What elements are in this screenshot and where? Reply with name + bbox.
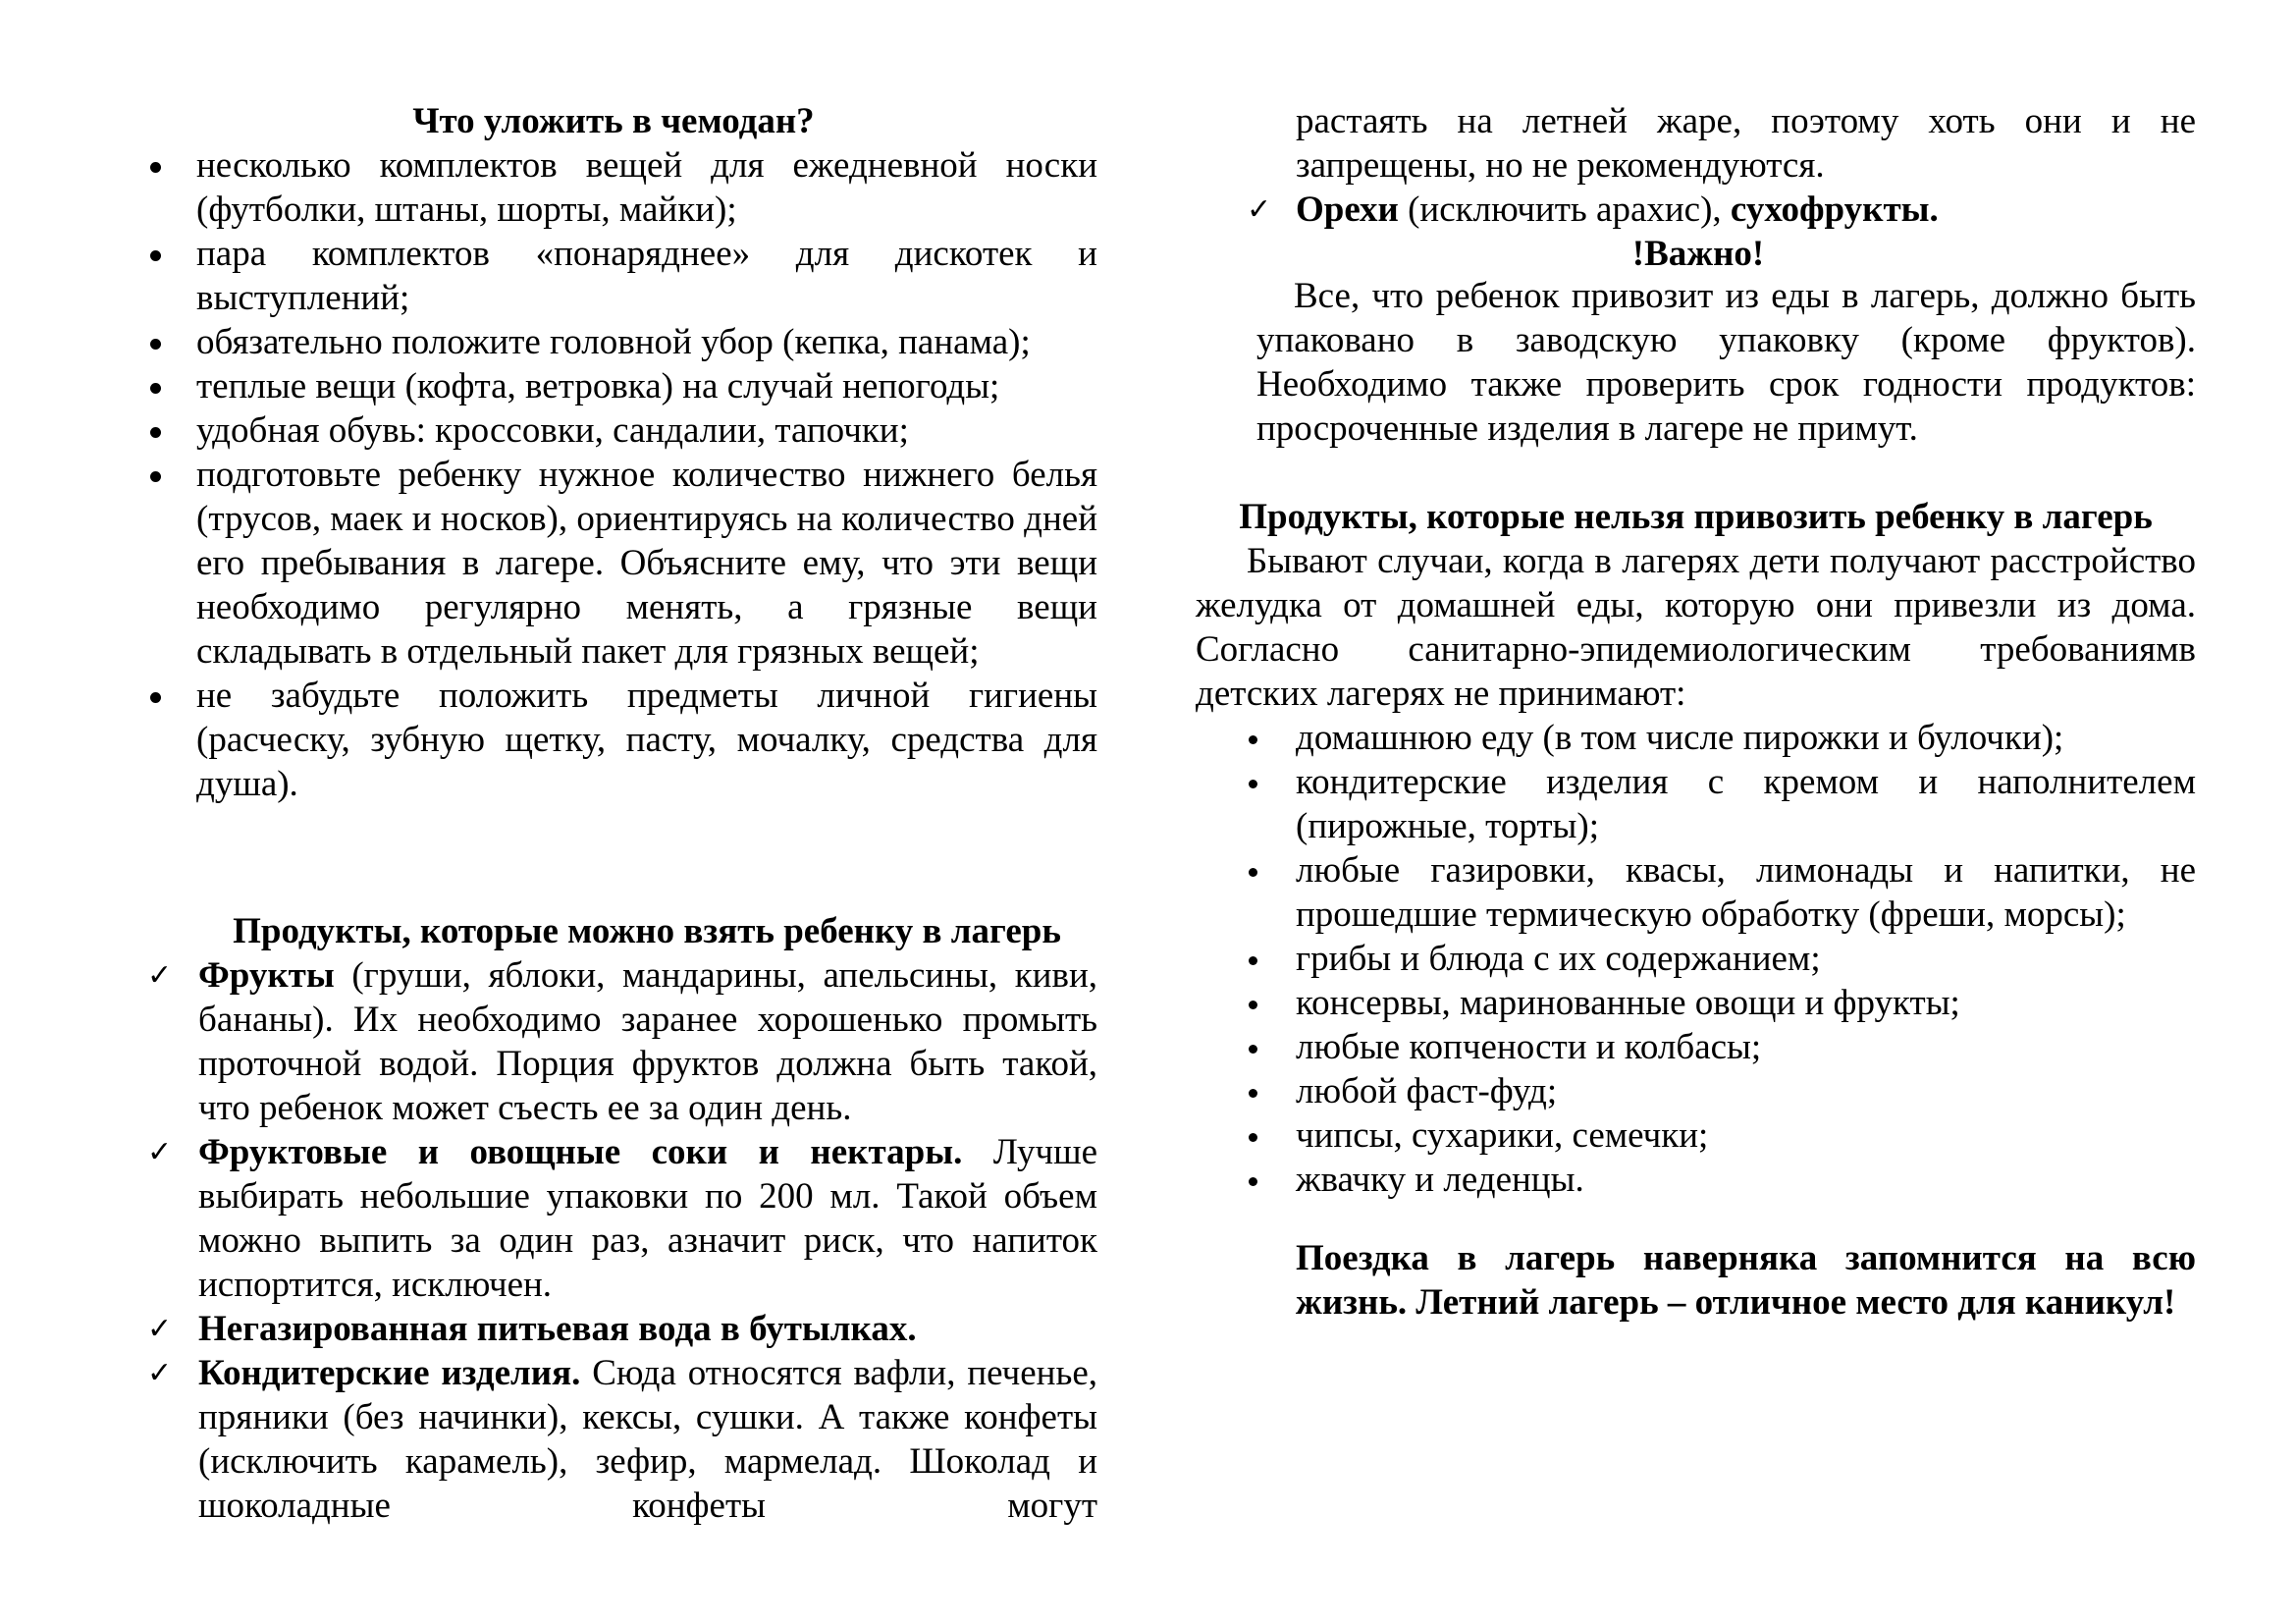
allowed-products-heading: Продукты, которые можно взять ребенку в лагерь (233, 911, 1061, 951)
checkmark-icon: ✓ (147, 1312, 173, 1346)
bullet-icon (150, 339, 161, 350)
list-item-text: несколько комплектов вещей для ежедневной носки (футболки, штаны, шорты, майки); (196, 145, 1097, 230)
list-item (1296, 981, 2196, 1025)
bullet-icon (1249, 868, 1257, 877)
item-title: Фруктовые и овощные соки и нектары. (198, 1132, 963, 1172)
list-item (1296, 848, 2196, 937)
list-item (1296, 760, 2196, 848)
allowed-products-list (147, 953, 1098, 1528)
item-text: (исключить арахис), (1398, 189, 1731, 230)
list-item-text: теплые вещи (кофта, ветровка) на случай непогоды; (196, 366, 1000, 406)
continuation-text: растаять на летней жаре, поэтому хоть они и не запрещены, но не рекомендуются. (1296, 101, 2196, 186)
item-title: сухофрукты. (1730, 189, 1939, 230)
forbidden-products-heading: Продукты, которые нельзя привозить ребенку в лагерь (1239, 497, 2153, 537)
closing-text: Поездка в лагерь наверняка запомнится на всю жизнь. Летний лагерь – отличное место для каникул! (1296, 1238, 2196, 1323)
list-item (1296, 937, 2196, 981)
bullet-icon (1249, 735, 1257, 744)
list-item-text: консервы, маринованные овощи и фрукты; (1296, 983, 1960, 1023)
list-item (196, 453, 1097, 674)
nuts-list (1247, 188, 2196, 232)
list-item-text: не забудьте положить предметы личной гигиены (расческу, зубную щетку, пасту, мочалку, средства для душа). (196, 676, 1097, 804)
bullet-icon (150, 692, 161, 703)
important-heading: !Важно! (1631, 234, 1765, 274)
item-text: Лучше выбирать небольшие упаковки по 200 мл. Такой объем можно выпить за один раз, азначит риск, что напиток испортится, исключен. (198, 1132, 1098, 1305)
item-text: (груши, яблоки, мандарины, апельсины, киви, бананы). Их необходимо заранее хорошенько промыть проточной водой. Порция фруктов должна быть такой, что ребенок может съесть ее за один день. (198, 955, 1097, 1128)
item-title: Кондитерские изделия. (198, 1353, 581, 1393)
list-item (196, 364, 1097, 408)
item-title: Фрукты (198, 955, 335, 996)
list-item-text: домашнюю еду (в том числе пирожки и булочки); (1296, 718, 2064, 758)
bullet-icon (150, 471, 161, 482)
list-item (147, 1307, 1097, 1351)
list-item-text: подготовьте ребенку нужное количество нижнего белья (трусов, маек и носков), ориентируясь на количество дней его пребывания в лагере. Объясните ему, что эти вещи необходимо регулярно менять, а грязные вещи складывать в отдельный пакет для грязных вещей; (196, 455, 1097, 672)
list-item-text: любые газировки, квасы, лимонады и напитки, не прошедшие термическую обработку (фреши, морсы); (1296, 850, 2196, 935)
item-title: Негазированная питьевая вода в бутылках. (198, 1309, 917, 1349)
forbidden-intro: Бывают случаи, когда в лагерях дети получают расстройство желудка от домашней еды, которую они привезли из дома. Согласно санитарно-эпидемиологическим требованиямв детских лагерях не принимают: (1196, 541, 2196, 714)
list-item (1296, 1069, 2196, 1113)
list-item (1247, 188, 2196, 232)
bullet-icon (150, 383, 161, 394)
list-item-text: пара комплектов «понаряднее» для дискотек и выступлений; (196, 234, 1097, 318)
item-text: Сюда относятся вафли, печенье, пряники (без начинки), кексы, сушки. А также конфеты (исключить карамель), зефир, мармелад. Шоколад и шоколадные конфеты могут (198, 1353, 1098, 1526)
list-item (196, 232, 1097, 320)
list-item-text: обязательно положите головной убор (кепка, панама); (196, 322, 1031, 362)
list-item (1296, 1025, 2196, 1069)
bullet-icon (150, 162, 161, 173)
list-item (147, 1351, 1098, 1528)
bullet-icon (150, 427, 161, 438)
list-item (196, 408, 1097, 453)
list-item (1296, 1158, 2196, 1202)
bullet-icon (1249, 1177, 1257, 1186)
bullet-icon (1249, 1001, 1257, 1009)
bullet-icon (150, 250, 161, 261)
packing-title: Что уложить в чемодан? (412, 101, 815, 141)
list-item-text: удобная обувь: кроссовки, сандалии, тапочки; (196, 410, 909, 451)
list-item-text: любой фаст-фуд; (1296, 1071, 1558, 1111)
list-item-text: жвачку и леденцы. (1296, 1160, 1584, 1200)
list-item (1296, 716, 2196, 760)
list-item (147, 1130, 1098, 1307)
list-item (196, 143, 1097, 232)
list-item (147, 953, 1097, 1130)
checkmark-icon: ✓ (147, 1356, 173, 1390)
checkmark-icon: ✓ (147, 1135, 173, 1169)
packing-list (196, 143, 1097, 806)
forbidden-products-list (1296, 716, 2196, 1202)
list-item (196, 674, 1097, 806)
bullet-icon (1249, 956, 1257, 965)
list-item-text: грибы и блюда с их содержанием; (1296, 939, 1821, 979)
list-item-text: кондитерские изделия с кремом и наполнителем (пирожные, торты); (1296, 762, 2196, 846)
checkmark-icon: ✓ (147, 958, 173, 993)
bullet-icon (1249, 780, 1257, 788)
list-item-text: любые копчености и колбасы; (1296, 1027, 1762, 1067)
bullet-icon (1249, 1089, 1257, 1098)
list-item (196, 320, 1097, 364)
important-text: Все, что ребенок привозит из еды в лагерь, должно быть упаковано в заводскую упаковку (кроме фруктов). Необходимо также проверить срок годности продуктов: просроченные изделия в лагере не примут. (1256, 276, 2196, 449)
item-title: Орехи (1296, 189, 1399, 230)
bullet-icon (1249, 1045, 1257, 1054)
checkmark-icon: ✓ (1247, 192, 1272, 227)
bullet-icon (1249, 1133, 1257, 1142)
list-item (1296, 1113, 2196, 1158)
list-item-text: чипсы, сухарики, семечки; (1296, 1115, 1709, 1156)
